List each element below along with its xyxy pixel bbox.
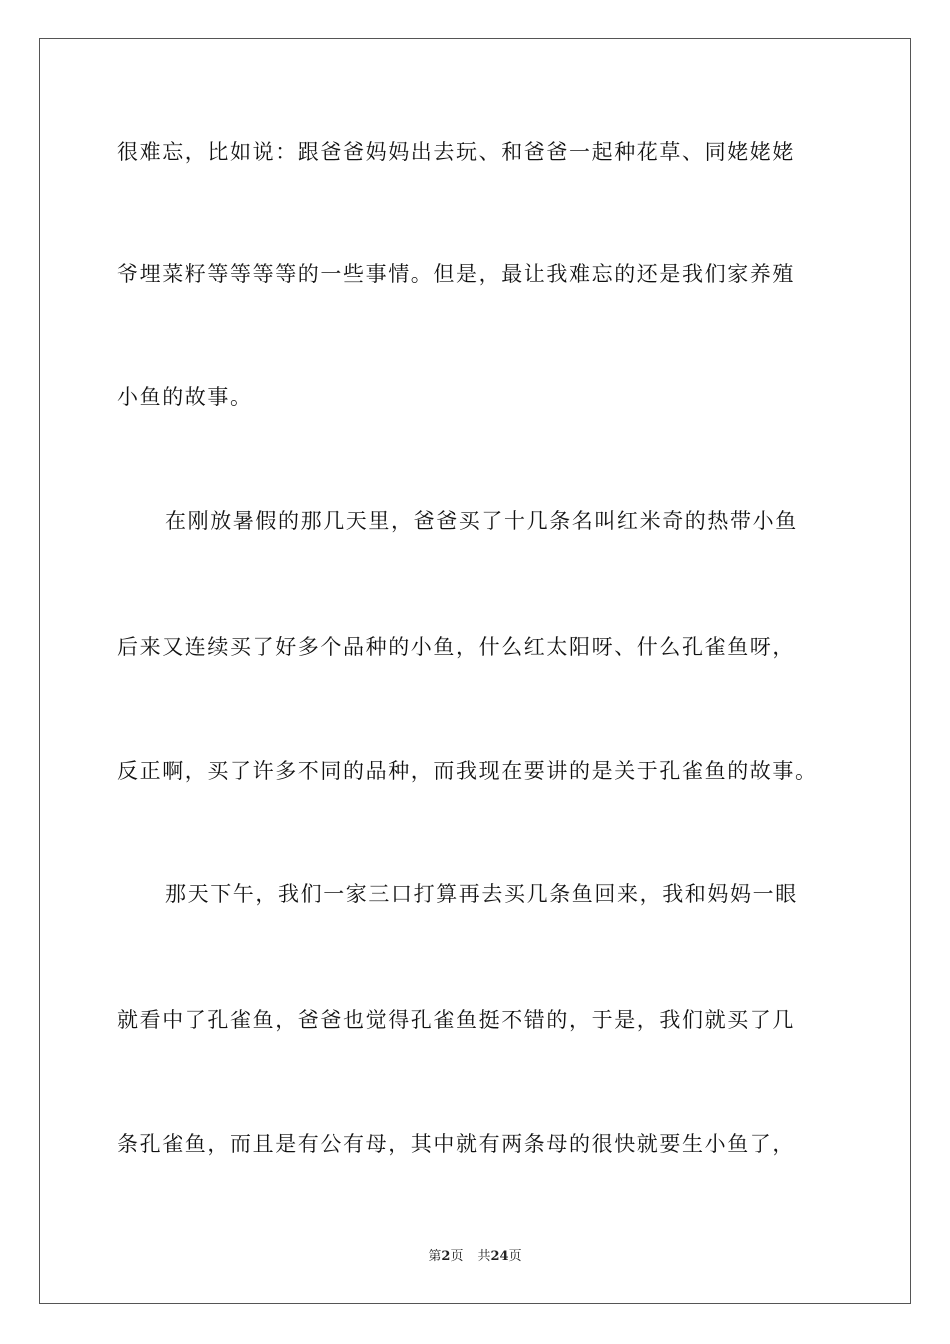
text-line-5: 后来又连续买了好多个品种的小鱼，什么红太阳呀、什么孔雀鱼呀， <box>117 635 795 659</box>
paragraph-line-4: 在刚放暑假的那几天里，爸爸买了十几条名叫红米奇的热带小鱼 <box>165 509 798 533</box>
total-pages: 24 <box>490 1249 509 1264</box>
page-border <box>39 38 911 1304</box>
text-line-3: 小鱼的故事。 <box>117 385 253 409</box>
text-line-8: 就看中了孔雀鱼，爸爸也觉得孔雀鱼挺不错的，于是，我们就买了几 <box>117 1008 795 1032</box>
page-suffix: 页 <box>450 1249 464 1264</box>
total-prefix: 共 <box>477 1249 491 1264</box>
page-number: 2 <box>441 1249 451 1264</box>
paragraph-line-7: 那天下午，我们一家三口打算再去买几条鱼回来，我和妈妈一眼 <box>165 882 798 906</box>
total-suffix: 页 <box>508 1249 522 1264</box>
page-footer <box>0 1248 950 1266</box>
text-line-1: 很难忘，比如说：跟爸爸妈妈出去玩、和爸爸一起种花草、同姥姥姥 <box>117 140 795 164</box>
text-line-2: 爷埋菜籽等等等等的一些事情。但是，最让我难忘的还是我们家养殖 <box>117 262 795 286</box>
text-line-9: 条孔雀鱼，而且是有公有母，其中就有两条母的很快就要生小鱼了， <box>117 1132 795 1156</box>
text-line-6: 反正啊，买了许多不同的品种，而我现在要讲的是关于孔雀鱼的故事。 <box>117 759 818 783</box>
page-prefix: 第 <box>428 1249 442 1264</box>
